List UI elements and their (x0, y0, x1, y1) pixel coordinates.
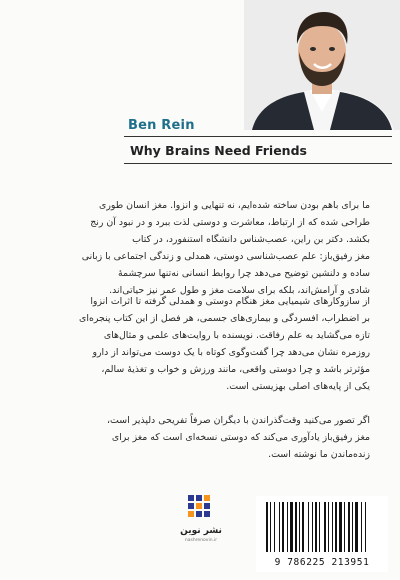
title-band (124, 136, 392, 164)
text-line: شادی و آرامش‌اند، بلکه برای سلامت مغز و طول عمر نیز حیاتی‌اند. (109, 285, 370, 296)
book-title: Why Brains Need Friends (130, 143, 307, 158)
text-line: بکشد. دکتر بن راین، عصب‌شناس دانشگاه استنفورد، در کتاب (132, 234, 370, 245)
text-line: ما برای باهم بودن ساخته شده‌ایم، نه تنهایی و انزوا. مغز انسان طوری (99, 200, 370, 211)
text-line: ساده و دلنشین توضیح می‌دهد چرا روابط انسانی نه‌تنها سرچشمهٔ (118, 268, 370, 279)
publisher-name: نشر نوین (180, 526, 222, 536)
text-line: مؤثرتر باشد و چرا دوستی واقعی، مانند ورزش و خواب و تغذیهٔ سالم، (101, 364, 370, 375)
text-line: روزمره نشان می‌دهد چرا گفت‌وگوی کوتاه با یک دوست می‌تواند از دارو (92, 347, 370, 358)
text-line: طراحی شده که از ارتباط، معاشرت و دوستی لذت ببرد و در نبود آن رنج (90, 217, 370, 228)
description-paragraph-1 (30, 197, 370, 299)
author-photo (244, 0, 400, 130)
author-name: Ben Rein (128, 118, 195, 133)
author-portrait-image (244, 0, 400, 130)
text-line: زنده‌ماندن ما نوشته است. (268, 449, 370, 460)
text-line: از سازوکارهای شیمیایی مغز هنگام دوستی و همدلی گرفته تا اثرات انزوا (90, 296, 370, 307)
text-line: یکی از پایه‌های اصلی بهزیستی است. (226, 381, 370, 392)
isbn-number: 9 786225 213951 (274, 557, 370, 568)
text-line: مغز رفیق‌باز: علم عصب‌شناسی دوستی، همدلی و زندگی اجتماعی با زبانی (81, 251, 370, 262)
description-paragraph-2 (30, 293, 370, 395)
text-line: اگر تصور می‌کنید وقت‌گذراندن با دیگران صرفاً تفریحی دلپذیر است، (106, 415, 370, 426)
description-paragraph-3 (30, 412, 370, 463)
text-line: مغز رفیق‌باز یادآوری می‌کند که دوستی نسخه‌ای است که مغز برای (111, 432, 370, 443)
publisher-url: nashrenovin.ir (184, 538, 218, 543)
text-line: بر اضطراب، افسردگی و بیماری‌های جسمی، هر فصل از این کتاب پنجره‌ای (79, 313, 370, 324)
text-line: تازه می‌گشاید به علم رفاقت. نویسنده با روایت‌های علمی و مثال‌های (103, 330, 370, 341)
